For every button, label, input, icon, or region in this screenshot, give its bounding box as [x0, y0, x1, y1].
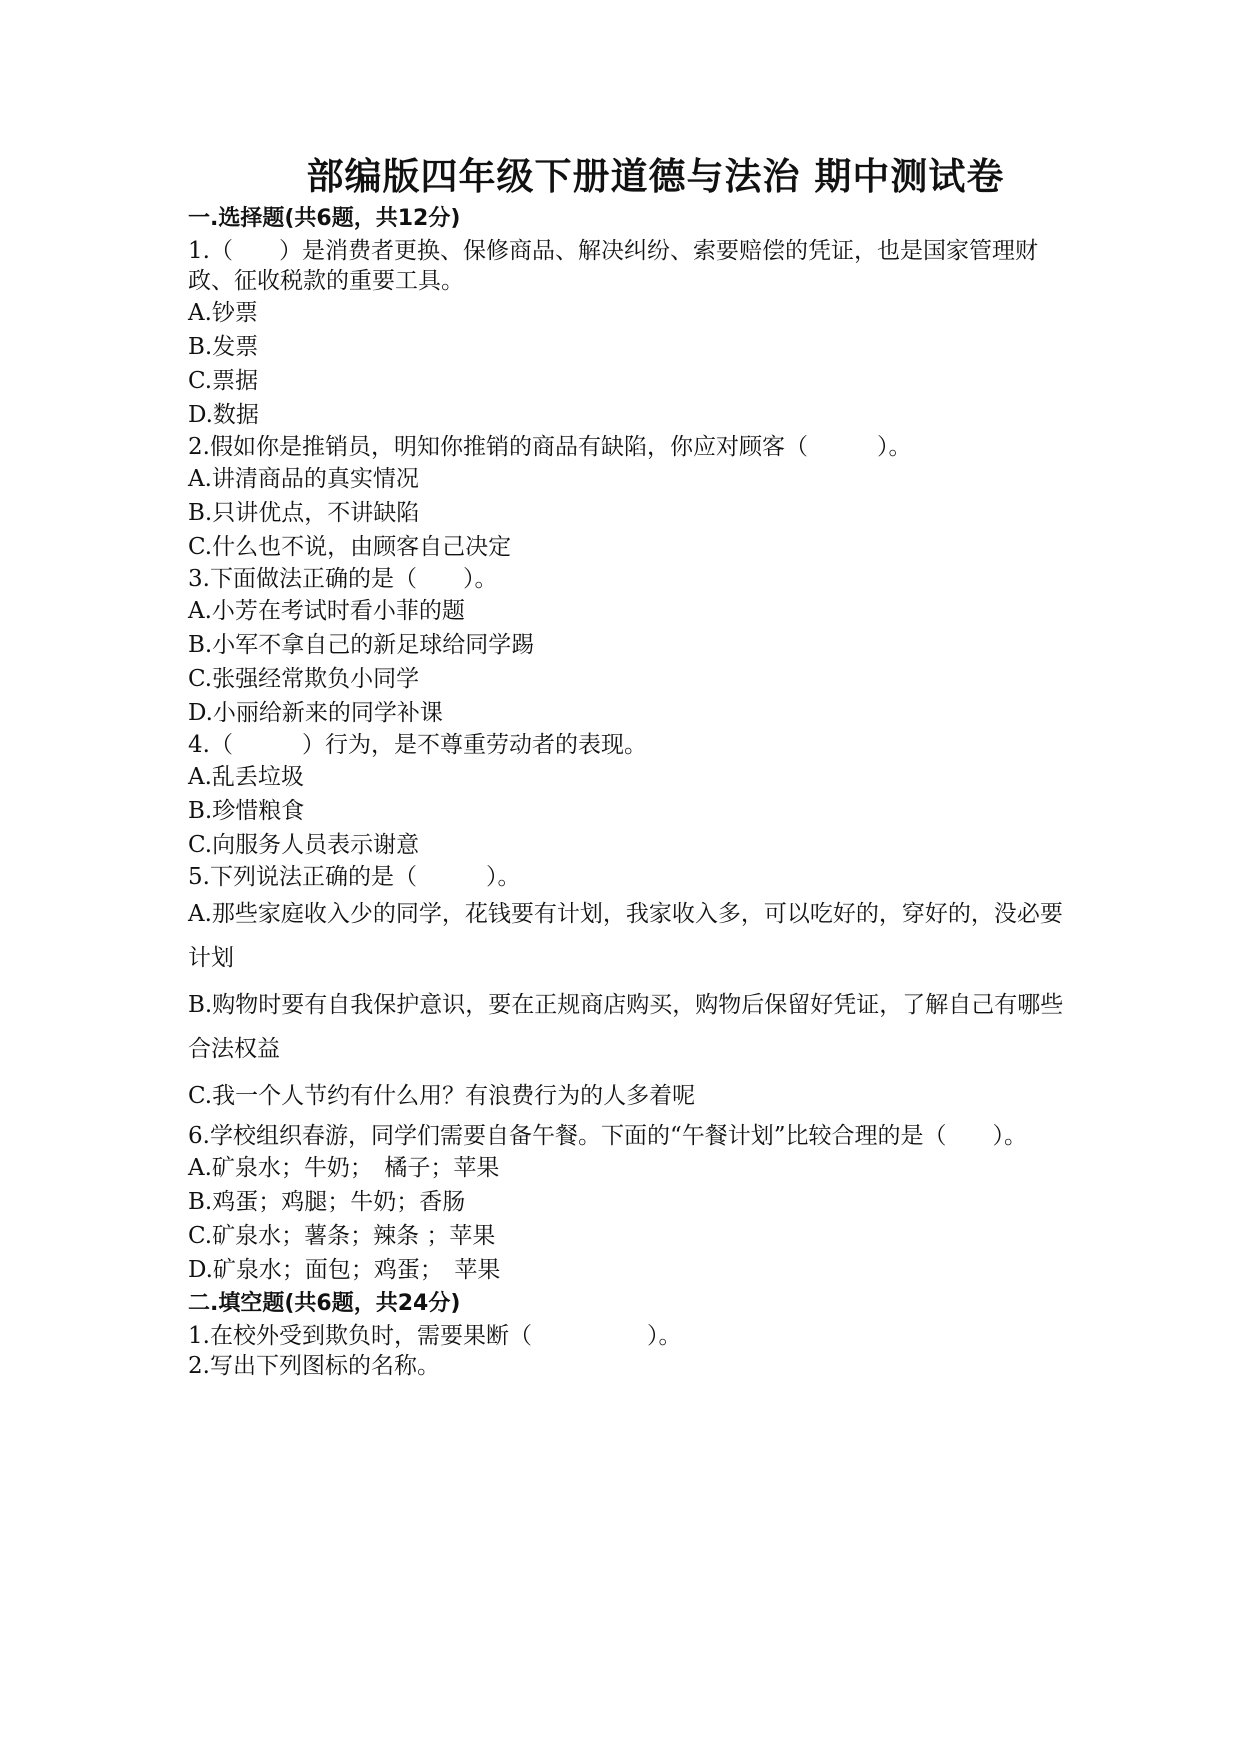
option-c: C.票据	[188, 368, 259, 394]
option-c: C.向服务人员表示谢意	[188, 832, 420, 858]
option-a: A.钞票	[188, 300, 258, 326]
question-3	[188, 564, 1068, 730]
page-title: 部编版四年级下册道德与法治 期中测试卷	[306, 154, 1005, 198]
question-6	[188, 1121, 1068, 1287]
question-1	[188, 236, 1068, 432]
fill-question-2	[188, 1351, 1068, 1381]
option-b: B.珍惜粮食	[188, 798, 305, 824]
section-header-choice: 一.选择题(共6题，共12分)	[188, 206, 461, 231]
option-c: C.我一个人节约有什么用？有浪费行为的人多着呢	[188, 1083, 696, 1109]
question-stem: 1.（ ）是消费者更换、保修商品、解决纠纷、索要赔偿的凭证，也是国家管理财政、征收税款的重要工具。	[188, 238, 1038, 294]
option-a: A.小芳在考试时看小菲的题	[188, 598, 465, 624]
option-b: B.购物时要有自我保护意识，要在正规商店购买，购物后保留好凭证，了解自己有哪些合法权益	[188, 992, 1064, 1062]
option-c: C.什么也不说，由顾客自己决定	[188, 534, 512, 560]
option-c: C.矿泉水；薯条；辣条 ；苹果	[188, 1223, 496, 1249]
option-d: D.矿泉水；面包；鸡蛋； 苹果	[188, 1257, 501, 1283]
exam-page	[188, 150, 1068, 1381]
question-stem: 2.假如你是推销员，明知你推销的商品有缺陷，你应对顾客（ ）。	[188, 434, 912, 460]
option-b: B.鸡蛋；鸡腿；牛奶；香肠	[188, 1189, 466, 1215]
question-stem: 4.（ ）行为，是不尊重劳动者的表现。	[188, 732, 647, 758]
question-2	[188, 432, 1068, 564]
option-d: D.数据	[188, 402, 259, 428]
question-stem: 3.下面做法正确的是（ ）。	[188, 566, 498, 592]
option-d: D.小丽给新来的同学补课	[188, 700, 443, 726]
fill-question-1	[188, 1321, 1068, 1351]
question-stem: 6.学校组织春游，同学们需要自备午餐。下面的“午餐计划”比较合理的是（ ）。	[188, 1123, 1027, 1149]
question-stem: 5.下列说法正确的是（ ）。	[188, 864, 521, 890]
option-a: A.讲清商品的真实情况	[188, 466, 419, 492]
option-a: A.矿泉水；牛奶； 橘子；苹果	[188, 1155, 500, 1181]
option-a: A.那些家庭收入少的同学，花钱要有计划，我家收入多，可以吃好的，穿好的，没必要计划	[188, 901, 1063, 971]
question-5	[188, 862, 1068, 1118]
option-b: B.小军不拿自己的新足球给同学踢	[188, 632, 535, 658]
question-stem: 1.在校外受到欺负时，需要果断（ ）。	[188, 1323, 682, 1349]
section-header-fill-blank: 二.填空题(共6题，共24分)	[188, 1291, 461, 1316]
option-b: B.只讲优点，不讲缺陷	[188, 500, 420, 526]
option-b: B.发票	[188, 334, 259, 360]
question-4	[188, 730, 1068, 862]
question-stem: 2.写出下列图标的名称。	[188, 1353, 440, 1379]
option-a: A.乱丢垃圾	[188, 764, 304, 790]
option-c: C.张强经常欺负小同学	[188, 666, 420, 692]
